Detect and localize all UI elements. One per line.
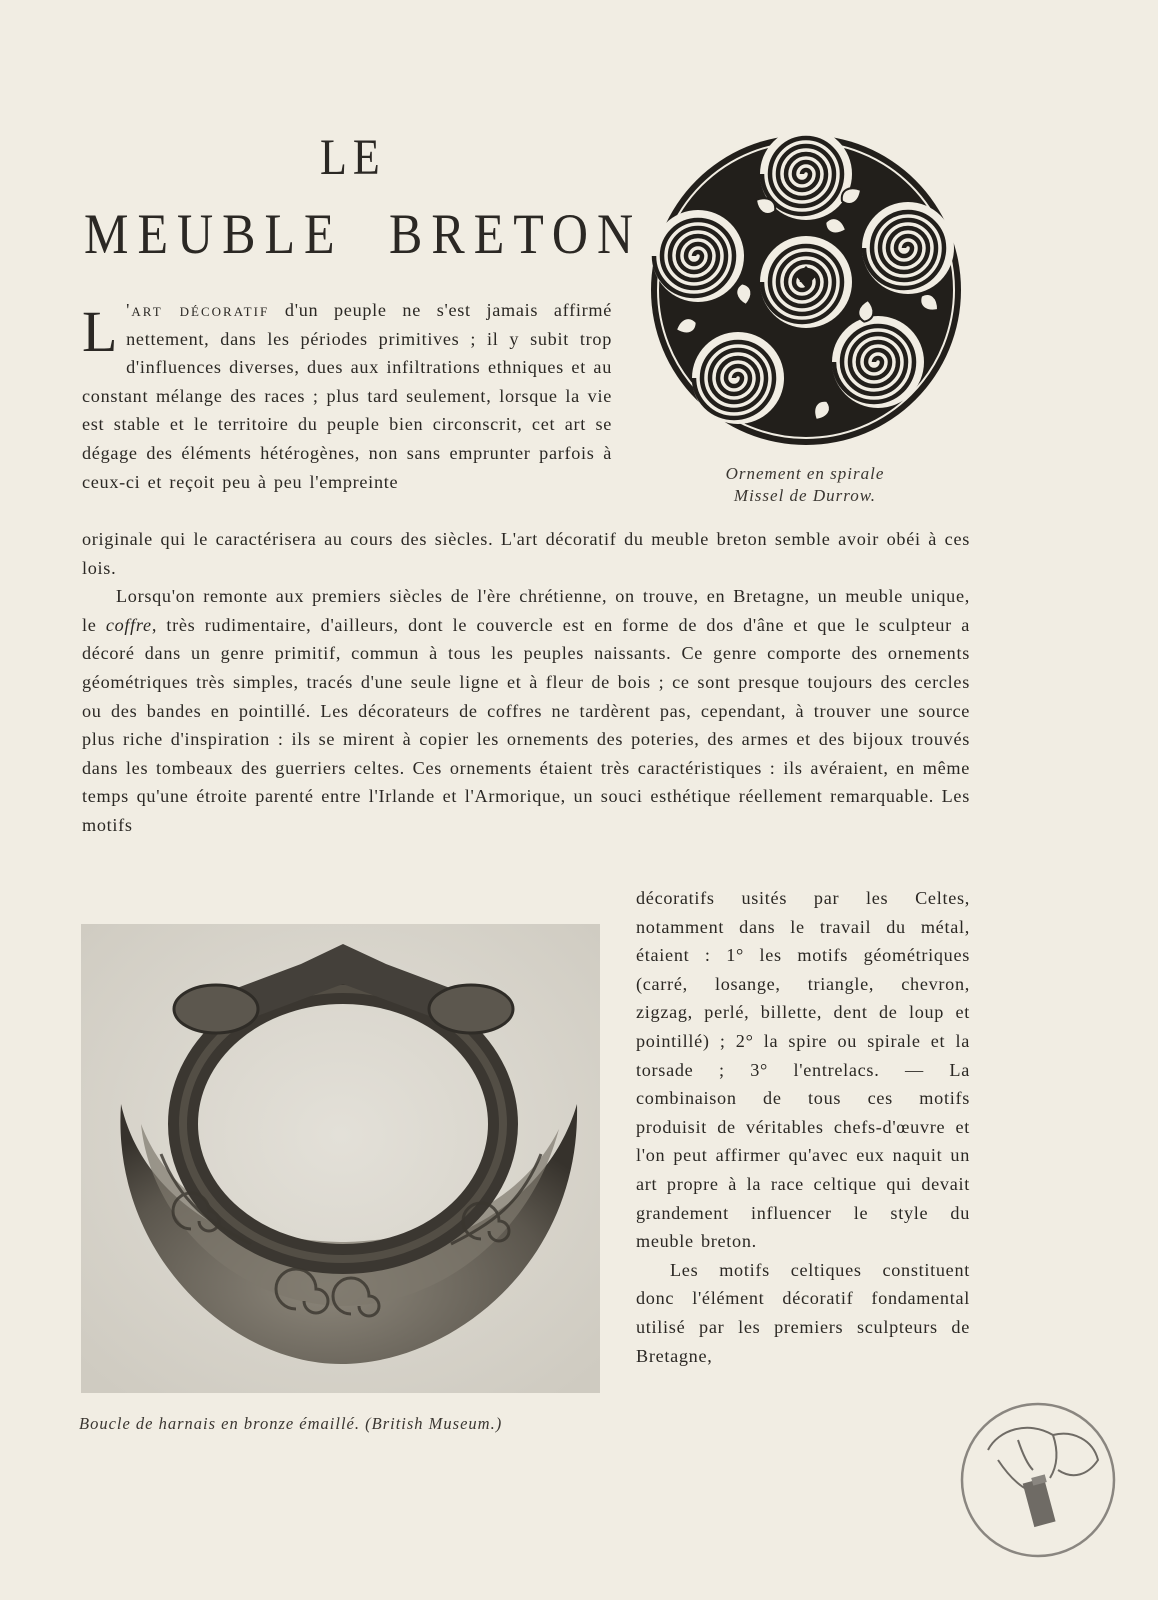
paragraph-coffre [82, 582, 970, 839]
intro-continuation: originale qui le caractérisera au cours des siècles. L'art décoratif du meuble breton semble avoir obéi à ces lois. [82, 529, 970, 578]
intro-paragraph [82, 296, 612, 526]
coffre-term: coffre [105, 614, 152, 635]
ornament-caption-line-1: Ornement en spirale [725, 464, 885, 483]
intro-text: d'un peuple ne s'est jamais affirmé nettement, dans les périodes primitives ; il y subit trop d'influences diverses, dues aux infiltrations ethniques et au constant mélange des races ; plus tard seulement, lorsque la vie est stable et le territoire du peuple bien circonscrit, cet art se dégage des éléments hétérogènes, non sans emprunter parfois à ceux-ci et reçoit peu à peu l'empreinte [82, 300, 612, 492]
drop-cap: L [82, 299, 119, 364]
paragraph-coffre-end: , très rudimentaire, d'ailleurs, dont le couvercle est en forme de dos d'âne et que le sculpteur a décoré dans un genre primitif, commun à tous les peuples naissants. Ce genre comporte des ornements géométriques très simples, tracés d'une seule ligne et à fleur de bois ; ce sont presque toujours des cercles ou des bandes en pointillé. Les décorateurs de coffres ne tardèrent pas, cependant, à trouver une source plus riche d'inspiration : ils se mirent à copier les ornements des poteries, des armes et des bijoux trouvés dans les tombeaux des guerriers celtes. Ces ornements étaient très caractéristiques : ils avéraient, en même temps qu'une étroite parenté entre l'Irlande et l'Armorique, un souci esthétique réellement remarquable. Les motifs [82, 614, 970, 835]
photo-caption: Boucle de harnais en bronze émaillé. (British Museum.) [79, 1414, 503, 1433]
hand-holding-bottle-stamp-icon [958, 1400, 1118, 1560]
body-full-width [82, 525, 970, 840]
celtic-triskele-ornament-icon [646, 130, 966, 450]
column-paragraph-motifs: décoratifs usités par les Celtes, notamment dans le travail du métal, étaient : 1° les motifs géométriques (carré, losange, triangle, chevron, zigzag, perlé, billette, dent de loup et pointillé) ; 2° la spire ou spirale et la torsade ; 3° l'entrelacs. — La combinaison de tous ces motifs produisit de véritables chefs-d'œuvre et l'on peut affirmer qu'avec eux naquit un art propre à la race celtique qui devait grandement influencer le style du meuble breton. [636, 888, 970, 1252]
intro-small-caps: 'art décoratif [126, 300, 270, 320]
bronze-harness-buckle-photo [81, 924, 600, 1393]
title-line-2: MEUBLE BRETON [84, 201, 643, 266]
paragraph-coffre-start: Lorsqu'on remonte aux premiers siècles de l'ère chrétienne, on trouve, en Bretagne, un meuble unique, le [82, 586, 970, 635]
ornament-caption-line-2: Missel de Durrow. [733, 486, 877, 505]
ornament-caption [650, 463, 960, 507]
title-line-1: LE [320, 129, 386, 186]
right-column [636, 884, 970, 1370]
column-paragraph-conclusion: Les motifs celtiques constituent donc l'élément décoratif fondamental utilisé par les premiers sculpteurs de Bretagne, [636, 1259, 970, 1366]
